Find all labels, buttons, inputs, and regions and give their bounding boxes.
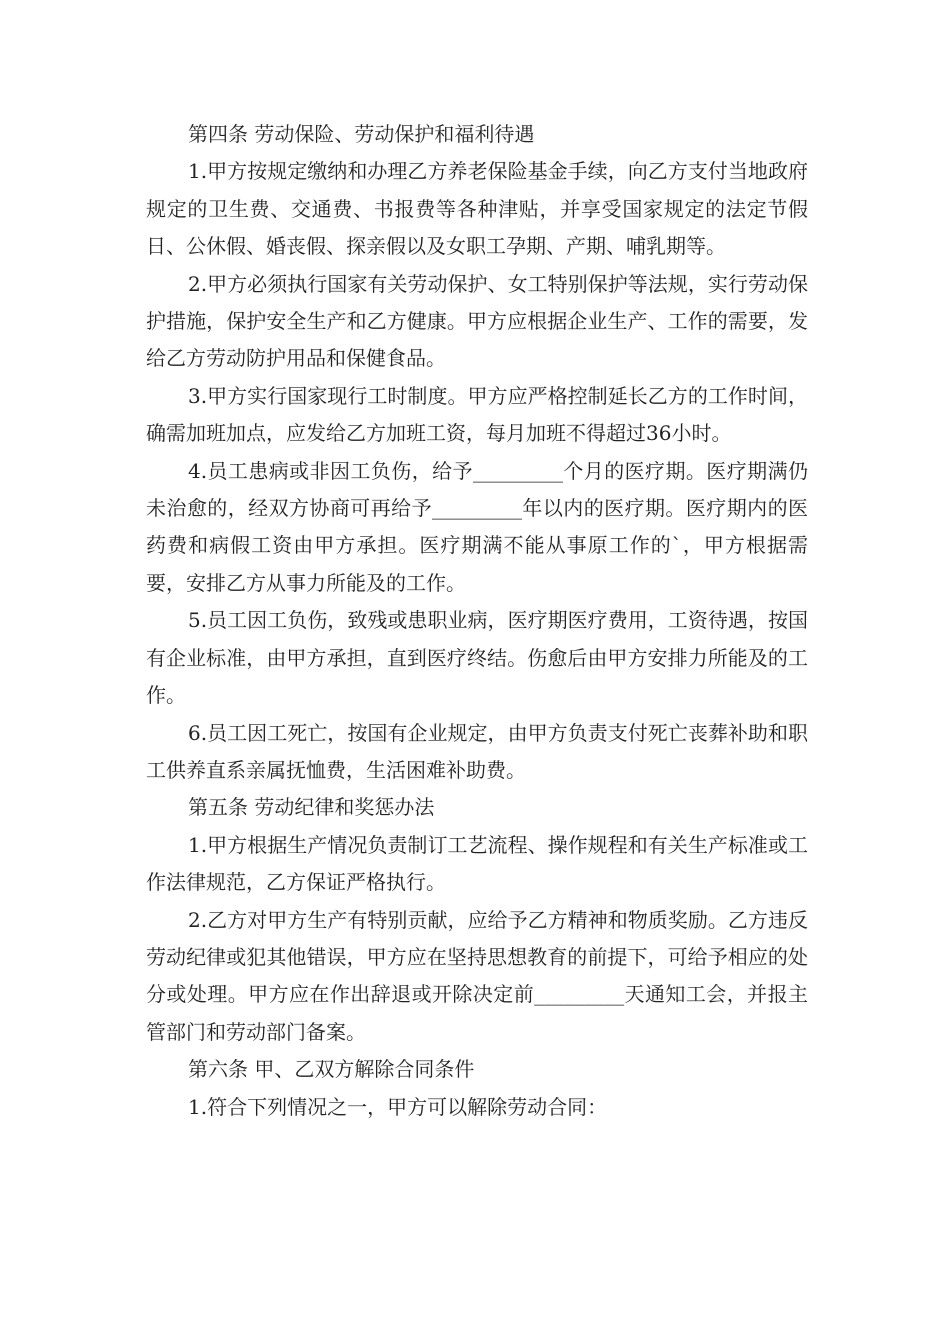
article-4-heading: 第四条 劳动保险、劳动保护和福利待遇 xyxy=(188,122,535,146)
document-body xyxy=(146,116,808,1126)
article-4-clause-5: 5.员工因工负伤，致残或患职业病，医疗期医疗费用，工资待遇，按国有企业标准，由甲方承担，直到医疗终结。伤愈后由甲方安排力所能及的工作。 xyxy=(146,608,808,708)
article-5-clause-2: 2.乙方对甲方生产有特别贡献，应给予乙方精神和物质奖励。乙方违反劳动纪律或犯其他错误，甲方应在坚持思想教育的前提下，可给予相应的处分或处理。甲方应在作出辞退或开除决定前_________天通知工会，并报主管部门和劳动部门备案。 xyxy=(146,907,808,1044)
article-6-clause-1: 1.符合下列情况之一，甲方可以解除劳动合同： xyxy=(188,1094,608,1119)
article-4-clause-4: 4.员工患病或非因工负伤，给予_________个月的医疗期。医疗期满仍未治愈的，经双方协商可再给予_________年以内的医疗期。医疗期内的医药费和病假工资由甲方承担。医疗期满不能从事原工作的`，甲方根据需要，安排乙方从事力所能及的工作。 xyxy=(146,458,808,595)
article-6-heading: 第六条 甲、乙双方解除合同条件 xyxy=(188,1057,475,1082)
article-4-clause-3: 3.甲方实行国家现行工时制度。甲方应严格控制延长乙方的工作时间，确需加班加点，应发给乙方加班工资，每月加班不得超过36小时。 xyxy=(146,383,808,446)
article-4-clause-2: 2.甲方必须执行国家有关劳动保护、女工特别保护等法规，实行劳动保护措施，保护安全生产和乙方健康。甲方应根据企业生产、工作的需要，发给乙方劳动防护用品和保健食品。 xyxy=(146,271,808,371)
article-4-clause-6: 6.员工因工死亡，按国有企业规定，由甲方负责支付死亡丧葬补助和职工供养直系亲属抚恤费，生活困难补助费。 xyxy=(146,720,808,782)
article-4-clause-1: 1.甲方按规定缴纳和办理乙方养老保险基金手续，向乙方支付当地政府规定的卫生费、交通费、书报费等各种津贴，并享受国家规定的法定节假日、公休假、婚丧假、探亲假以及女职工孕期、产期、哺乳期等。 xyxy=(146,159,808,259)
article-5-heading: 第五条 劳动纪律和奖惩办法 xyxy=(188,795,435,820)
article-5-clause-1: 1.甲方根据生产情况负责制订工艺流程、操作规程和有关生产标准或工作法律规范，乙方保证严格执行。 xyxy=(146,832,808,895)
